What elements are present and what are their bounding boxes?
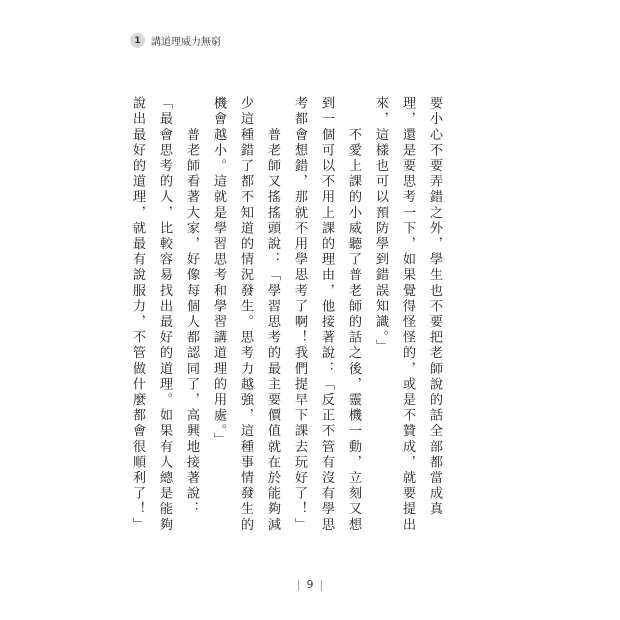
chapter-number-badge: 1 (130, 33, 145, 48)
chapter-title: 講道理威力無窮 (151, 37, 221, 48)
paragraph: 不愛上課的小威聽了普老師的話之後，靈機一動，立刻又想到一個可以不用上課的理由，他接著說：「反正不管有沒有學思考都會想錯，那就不用學思考了啊！我們提早下課去玩好了！」 (292, 96, 361, 533)
page-number-divider-left: | (296, 578, 301, 591)
page-number: 9 (306, 578, 314, 591)
page-number-divider-right: | (319, 578, 324, 591)
page-footer (0, 578, 620, 591)
body-text (130, 96, 448, 536)
paragraph: 普老師看著大家，好像每個人都認同了，高興地接著說：「最會思考的人，比較容易找出最好的道理。如果有人總是能夠說出最好的道理，就最有說服力，不管做什麼都會很順利了！」 (130, 96, 199, 533)
paragraph: 普老師又搖搖頭說：「學習思考的最主要價值就在於能夠減少這種錯了都不知道的情況發生。思考力越強，這種事情發生的機會越小。這就是學習思考和學習講道理的用處。」 (211, 96, 280, 533)
paragraph: 要小心不要弄錯之外，學生也不要把老師說的話全部都當成真理，還是要思考一下，如果覺得怪怪的，或是不贊成，就要提出來，這樣也可以預防學到錯誤知識。」 (373, 96, 442, 533)
chapter-header (130, 33, 221, 48)
